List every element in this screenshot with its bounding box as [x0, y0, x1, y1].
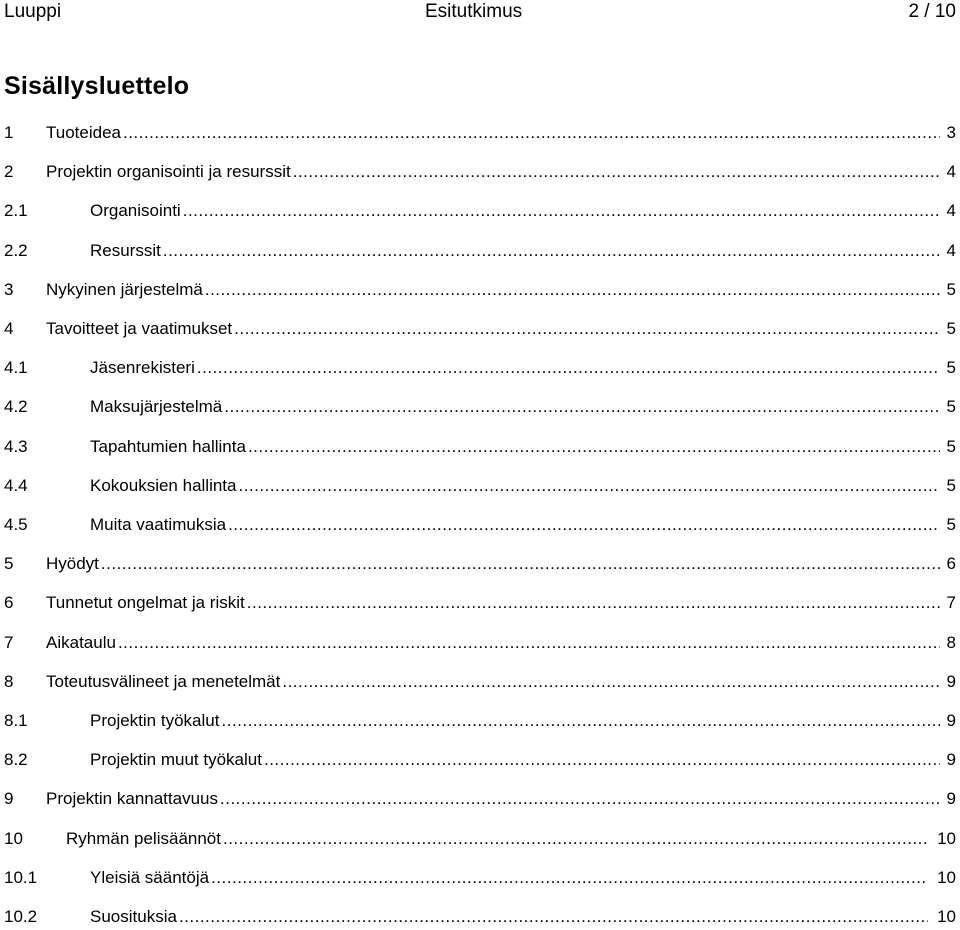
toc-entry-title: Ryhmän pelisäännöt: [66, 828, 221, 848]
toc-entry-page: 5: [945, 434, 956, 460]
toc-entry-number: 2.2: [4, 240, 28, 260]
toc-entry-title: Nykyinen järjestelmä: [46, 279, 203, 299]
toc-entry-page: 7: [945, 590, 956, 616]
toc-entry-page: 10: [935, 865, 956, 891]
toc-entry-title: Maksujärjestelmä: [90, 397, 223, 417]
toc-entry-page: 4: [945, 198, 956, 224]
toc-entry-number: 10.2: [4, 907, 38, 926]
toc-entry-page: 5: [945, 277, 956, 303]
toc-dot-leader: [163, 238, 940, 264]
toc-entry[interactable]: [0, 826, 960, 852]
toc-entry-title: Projektin muut työkalut: [90, 750, 262, 770]
toc-entry-page: 5: [945, 473, 956, 499]
toc-entry[interactable]: [0, 316, 960, 342]
toc-entry[interactable]: [0, 630, 960, 656]
toc-dot-leader: [282, 669, 940, 695]
toc-dot-leader: [264, 747, 940, 773]
toc-entry[interactable]: [0, 708, 960, 734]
toc-entry-number: 2.1: [4, 201, 28, 221]
toc-title: Sisällysluettelo: [4, 72, 190, 100]
toc-dot-leader: [223, 826, 928, 852]
header-app-name: Luuppi: [4, 1, 62, 22]
toc-entry-title: Kokouksien hallinta: [90, 475, 237, 495]
toc-dot-leader: [224, 394, 940, 420]
toc-entry-number: 8.2: [4, 750, 28, 770]
toc-dot-leader: [220, 786, 940, 812]
toc-entry[interactable]: [0, 590, 960, 616]
toc-entry-title: Organisointi: [90, 201, 181, 221]
toc-entry-page: 6: [945, 551, 956, 577]
toc-entry-page: 10: [935, 826, 956, 852]
toc-dot-leader: [228, 512, 940, 538]
toc-dot-leader: [118, 630, 940, 656]
toc-entry[interactable]: [0, 198, 960, 224]
toc-entry[interactable]: [0, 512, 960, 538]
toc-dot-leader: [197, 355, 940, 381]
toc-entry-number: 7: [4, 632, 14, 652]
toc-entry-page: 5: [945, 316, 956, 342]
toc-entry-title: Projektin organisointi ja resurssit: [46, 162, 291, 182]
toc-entry-number: 10.1: [4, 867, 38, 887]
toc-entry-number: 10: [4, 828, 23, 848]
toc-entry-title: Aikataulu: [46, 632, 116, 652]
header-page-number: 2 / 10: [908, 1, 956, 22]
toc-entry[interactable]: [0, 551, 960, 577]
toc-entry-title: Toteutusvälineet ja menetelmät: [46, 671, 281, 691]
toc-entry[interactable]: [0, 277, 960, 303]
toc-entry-number: 4.2: [4, 397, 28, 417]
toc-entry-page: 8: [945, 630, 956, 656]
toc-entry[interactable]: [0, 747, 960, 773]
header-document-title: Esitutkimus: [425, 1, 523, 22]
toc-entry-title: Yleisiä sääntöjä: [90, 867, 210, 887]
toc-entry-title: Tavoitteet ja vaatimukset: [46, 319, 233, 338]
toc-entry-page: 4: [945, 159, 956, 185]
toc-dot-leader: [221, 708, 940, 734]
toc-dot-leader: [179, 904, 928, 930]
toc-entry-number: 5: [4, 554, 14, 574]
toc-entry-number: 2: [4, 162, 14, 182]
page-header: [0, 0, 960, 24]
toc-entry[interactable]: [0, 238, 960, 264]
toc-entry-page: 3: [945, 120, 956, 146]
toc-entry-title: Tapahtumien hallinta: [90, 436, 246, 456]
toc-entry-page: 9: [945, 747, 956, 773]
toc-entry-number: 1: [4, 123, 14, 142]
toc-entry-page: 4: [945, 238, 956, 264]
toc-entry-title: Suosituksia: [90, 907, 177, 926]
toc-entry[interactable]: [0, 159, 960, 185]
toc-entry[interactable]: [0, 669, 960, 695]
toc-entry-page: 5: [945, 355, 956, 381]
toc-dot-leader: [248, 434, 940, 460]
toc-entry-page: 10: [935, 904, 956, 930]
toc-entry-number: 4.1: [4, 358, 28, 378]
toc-entry-title: Projektin kannattavuus: [46, 789, 218, 809]
toc-entry[interactable]: [0, 786, 960, 812]
toc-entry-number: 8.1: [4, 711, 28, 730]
toc-entry[interactable]: [0, 865, 960, 891]
toc-dot-leader: [293, 159, 940, 185]
toc-dot-leader: [211, 865, 928, 891]
toc-entry-page: 5: [945, 512, 956, 538]
toc-dot-leader: [205, 277, 940, 303]
toc-entry-page: 9: [945, 708, 956, 734]
toc-dot-leader: [238, 473, 940, 499]
toc-dot-leader: [247, 590, 940, 616]
toc-entry[interactable]: [0, 473, 960, 499]
toc-entry[interactable]: [0, 120, 960, 146]
toc-entry-title: Jäsenrekisteri: [90, 358, 195, 378]
toc-entry[interactable]: [0, 904, 960, 930]
toc-entry-page: 9: [945, 786, 956, 812]
toc-entry-page: 5: [945, 394, 956, 420]
toc-entry-title: Tuoteidea: [46, 123, 121, 142]
toc-entry-number: 4: [4, 319, 14, 338]
toc-entry-number: 3: [4, 279, 14, 299]
toc-entry-title: Muita vaatimuksia: [90, 515, 227, 534]
toc-dot-leader: [101, 551, 940, 577]
toc-entry[interactable]: [0, 434, 960, 460]
toc-dot-leader: [123, 120, 940, 146]
toc-entry[interactable]: [0, 355, 960, 381]
toc-entry-title: Projektin työkalut: [90, 711, 220, 730]
toc-entry-number: 4.5: [4, 515, 28, 534]
toc-entry-number: 6: [4, 593, 14, 613]
toc-entry-page: 9: [945, 669, 956, 695]
toc-dot-leader: [234, 316, 940, 342]
toc-entry-title: Hyödyt: [46, 554, 99, 574]
toc-dot-leader: [183, 198, 940, 224]
toc-entry-title: Resurssit: [90, 240, 161, 260]
toc-entry-title: Tunnetut ongelmat ja riskit: [46, 593, 245, 613]
toc-entry-number: 4.3: [4, 436, 28, 456]
toc-entry-number: 9: [4, 789, 14, 809]
toc-entry-number: 4.4: [4, 475, 28, 495]
toc-entry-number: 8: [4, 671, 14, 691]
toc-entry[interactable]: [0, 394, 960, 420]
